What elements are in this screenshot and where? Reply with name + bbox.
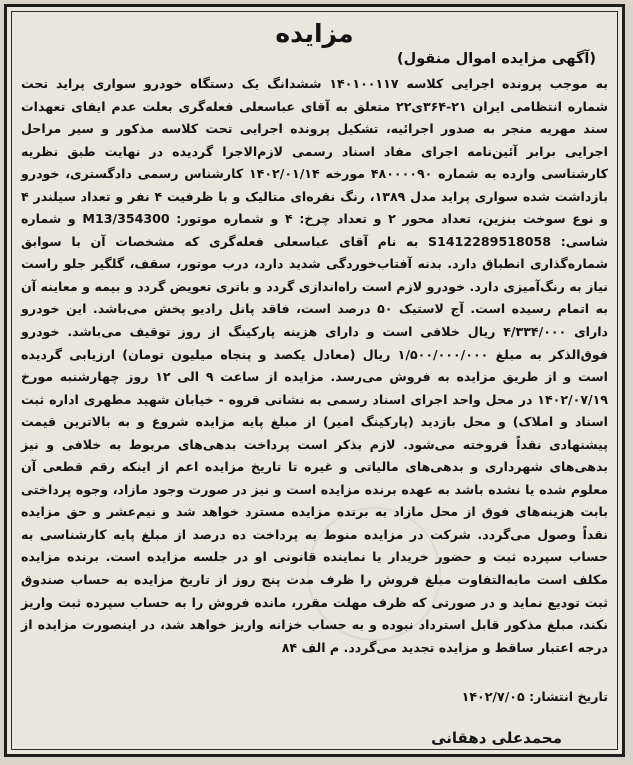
publish-date: تاریخ انتشار: ۱۴۰۲/۷/۰۵ (461, 689, 608, 704)
signature-name: محمدعلی دهقانی (431, 729, 562, 747)
notice-title: مزایده (275, 19, 354, 48)
notice-box (4, 4, 625, 757)
notice-body: به موجب پرونده اجرایی کلاسه ۱۴۰۱۰۰۱۱۷ ششدانگ یک دستگاه خودرو سواری پراید تحت شماره انتظامی ایران ۲۱-۳۶۴ی۲۲ متعلق به آقای عباسعلی فعله‌گری بعلت عدم ایفای تعهدات سند مهریه منجر به صدور اجرائیه، تشکیل پرونده اجرایی تحت کلاسه مذکور و سیر مراحل اجرایی برابر آئین‌نامه اجرای مفاد اسناد رسمی لازم‌الاجرا گردیده در نهایت طبق نظریه کارشناسی وارده به شماره ۴۸۰۰۰۰۹۰ مورخه ۱۴۰۲/۰۱/۱۴ کارشناس رسمی دادگستری، خودرو بازداشت شده سواری پراید مدل ۱۳۸۹، رنگ نقره‌ای متالیک و با ظرفیت ۴ نفر و تعداد سیلندر ۴ و نوع سوخت بنزین، تعداد محور ۲ و تعداد چرخ: ۴ و شماره موتور: M13/354300 و شماره شاسی: S1412289518058 به نام آقای عباسعلی فعله‌گری که مشخصات آن با سوابق شماره‌گذاری انطباق دارد. بدنه آفتاب‌خوردگی شدید دارد، درب موتور، سقف، گلگیر جلو راست نیاز به رنگ‌آمیزی دارد. خودرو لازم است راه‌اندازی گردد و باتری تعویض گردد و بیمه و معاینه آن به اتمام رسیده است. آج لاستیک ۵۰ درصد است، فاقد پانل رادیو پخش می‌باشد. این خودرو دارای ۴/۳۳۴/۰۰۰ ریال خلافی است و دارای هزینه پارکینگ از روز توقیف می‌باشد. خودرو فوق‌الذکر به مبلغ ۱/۵۰۰/۰۰۰/۰۰۰ ریال (معادل یکصد و پنجاه میلیون تومان) ارزیابی گردیده است و از طریق مزایده به فروش می‌رسد. مزایده از ساعت ۹ الی ۱۲ روز چهارشنبه مورخ ۱۴۰۲/۰۷/۱۹ در محل واحد اجرای اسناد رسمی به نشانی قروه - خیابان شهید مطهری اداره ثبت اسناد و املاک) و محل بازدید (پارکینگ امیر) از مبلغ پایه مزایده شروع و به بالاترین قیمت پیشنهادی نقداً فروخته می‌شود. لازم بذکر است پرداخت بدهی‌های مربوط به خلافی و نیز بدهی‌های شهرداری و بدهی‌های مالیاتی و غیره تا تاریخ مزایده اعم از اینکه رقم قطعی آن معلوم شده یا نشده باشد به عهده برنده مزایده است و نیز در صورت وجود مازاد، وجوه پرداختی بابت هزینه‌های فوق از محل مازاد به برنده مزایده مسترد خواهد شد و نیم‌عشر و حق مزایده نقداً وصول می‌گردد. شرکت در مزایده منوط به پرداخت ده درصد از مبلغ پایه کارشناسی به حساب سپرده ثبت و حضور خریدار یا نماینده قانونی او در جلسه مزایده است. برنده مزایده مکلف است مابه‌التفاوت مبلغ فروش را ظرف مدت پنج روز از تاریخ مزایده به حساب صندوق ثبت تودیع نماید و در صورتی که ظرف مهلت مقرر، مانده فروش را به حساب سپرده ثبت واریز نکند، مبلغ مذکور قابل استرداد نبوده و به حساب خزانه واریز خواهد شد، در اینصورت مزایده از درجه اعتبار ساقط و مزایده تجدید می‌گردد. م الف ۸۴ (21, 76, 609, 655)
notice-subtitle: (آگهی مزایده اموال منقول) (397, 51, 596, 67)
